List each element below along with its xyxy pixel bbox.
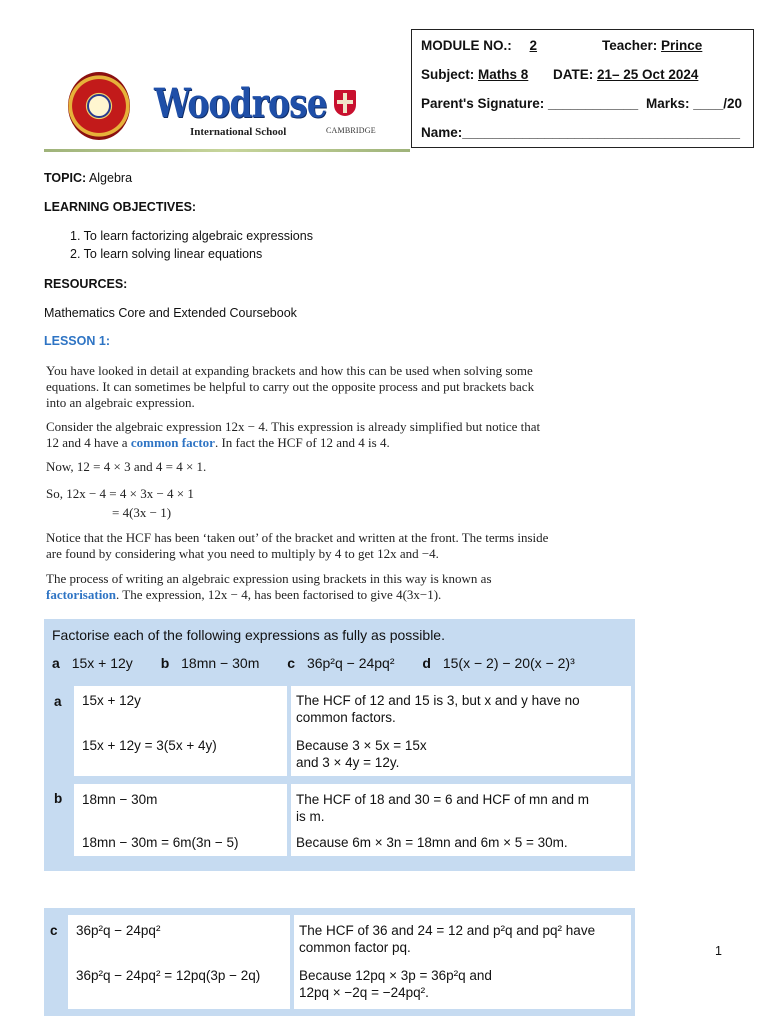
module-number: 2 (529, 38, 538, 53)
list-item: 1. To learn factorizing algebraic expressions (70, 229, 313, 243)
subject-row: Subject: Maths 8 (421, 67, 529, 82)
school-logo (68, 72, 378, 142)
resources-value: Mathematics Core and Extended Coursebook (44, 306, 297, 320)
solution-a-working: 15x + 12y 15x + 12y = 3(5x + 4y) (74, 686, 287, 776)
objectives-list (70, 229, 313, 265)
signature-field: Parent's Signature: ____________ (421, 96, 639, 111)
date-row: DATE: 21– 25 Oct 2024 (553, 67, 699, 82)
board-name: CAMBRIDGE (326, 126, 376, 135)
module-row: MODULE NO.: 2 (421, 38, 551, 53)
list-item: 2. To learn solving linear equations (70, 247, 263, 261)
lesson-paragraph-1: You have looked in detail at expanding brackets and how this can be used when solving some equations. It can sometimes be helpful to carry out the opposite process and put brackets back into an algebraic expression. (46, 363, 535, 410)
term-factorisation: factorisation (46, 587, 117, 602)
solution-a-explanation: The HCF of 12 and 15 is 3, but x and y have no common factors. Because 3 × 5x = 15x and 3 × 4y = 12y. (291, 686, 631, 776)
solution-b-label: b (54, 791, 63, 806)
lesson-paragraph-6: The process of writing an algebraic expression using brackets in this way is known as factorisation. The expression, 12x − 4, has been factorised to give 4(3x−1). (46, 571, 492, 602)
solution-a-label: a (54, 694, 62, 709)
page-number: 1 (715, 944, 722, 958)
resources-heading: RESOURCES: (44, 277, 128, 291)
teacher-name: Prince (661, 38, 703, 53)
name-field: Name:_____________________________________ (421, 125, 741, 140)
solution-c-explanation: The HCF of 36 and 24 = 12 and p²q and pq² have common factor pq. Because 12pq × 3p = 36p²q and 12pq × −2q = −24pq². (294, 915, 631, 1009)
solution-b-explanation: The HCF of 18 and 30 = 6 and HCF of mn and m is m. Because 6m × 3n = 18mn and 6m × 5 = 30m. (291, 784, 631, 856)
lesson-paragraph-5: Notice that the HCF has been ‘taken out’ of the bracket and written at the front. The terms inside are found by considering what you need to multiply by 4 to get 12x and −4. (46, 530, 549, 561)
school-subtitle: International School (190, 126, 287, 138)
worked-example-panel (44, 619, 635, 871)
lesson-working-line-2: = 4(3x − 1) (112, 505, 172, 520)
lesson-paragraph-2: Consider the algebraic expression 12x − 4. This expression is already simplified but notice that 12 and 4 have a common factor. In fact the HCF of 12 and 4 is 4. (46, 419, 541, 450)
solution-c-working: 36p²q − 24pq² 36p²q − 24pq² = 12pq(3p − 2q) (68, 915, 290, 1009)
example-questions: a 15x + 12y b 18mn − 30m c 36p²q − 24pq² d 15(x − 2) − 20(x − 2)³ (52, 655, 575, 671)
cambridge-shield-icon (334, 90, 356, 116)
topic-line: TOPIC: Algebra (44, 171, 133, 185)
term-common-factor: common factor (130, 435, 215, 450)
example-instruction: Factorise each of the following expressions as fully as possible. (52, 627, 445, 643)
school-crest-icon (68, 72, 130, 140)
solution-c-label: c (50, 923, 58, 938)
solution-b-working: 18mn − 30m 18mn − 30m = 6m(3n − 5) (74, 784, 287, 856)
topic-value: Algebra (88, 171, 133, 185)
objectives-heading: LEARNING OBJECTIVES: (44, 200, 197, 214)
subject-value: Maths 8 (478, 67, 529, 82)
lesson-working-line-1: So, 12x − 4 = 4 × 3x − 4 × 1 (46, 486, 194, 501)
worked-example-panel-continued (44, 908, 635, 1016)
lesson-paragraph-3: Now, 12 = 4 × 3 and 4 = 4 × 1. (46, 459, 207, 474)
header-divider (44, 149, 410, 152)
teacher-row: Teacher: Prince (602, 38, 703, 53)
date-value: 21– 25 Oct 2024 (597, 67, 699, 82)
marks-field: Marks: ____/20 (646, 96, 743, 111)
module-info-box (411, 29, 754, 148)
lesson-title: LESSON 1: (44, 334, 110, 348)
school-name: Woodrose (154, 80, 327, 127)
